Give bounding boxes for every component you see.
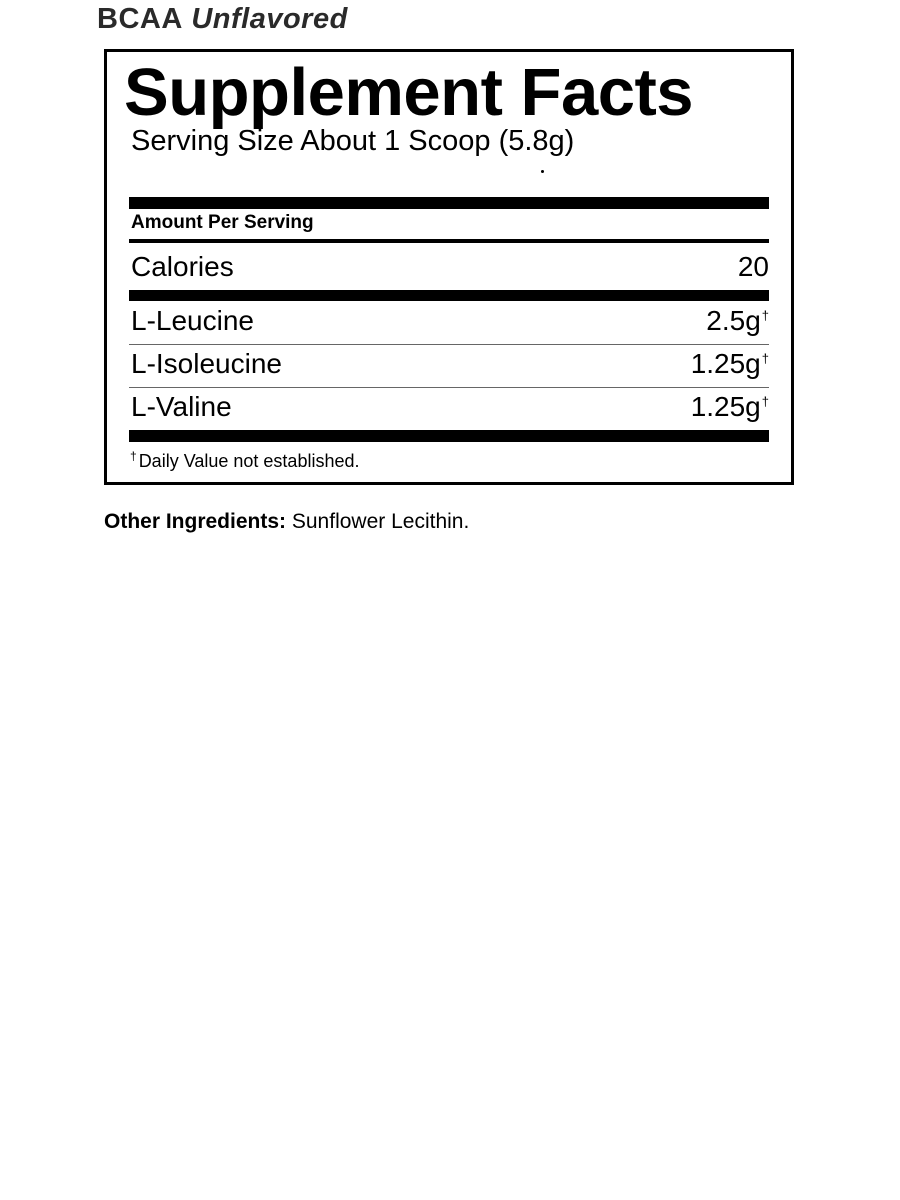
other-ingredients xyxy=(104,510,469,534)
nutrient-value: 2.5g xyxy=(706,305,761,336)
nutrient-label: L-Leucine xyxy=(131,305,254,336)
product-header xyxy=(97,3,348,36)
divider-thin xyxy=(129,387,769,388)
other-ingredients-label: Other Ingredients: xyxy=(104,510,287,533)
nutrient-amount xyxy=(691,348,769,380)
divider-thick xyxy=(129,290,769,301)
nutrient-row-valine xyxy=(131,391,769,431)
stray-dot xyxy=(541,170,544,173)
divider-thin xyxy=(129,344,769,345)
nutrient-row-isoleucine xyxy=(131,348,769,388)
footnote-mark: † xyxy=(130,449,137,463)
serving-size: Serving Size About 1 Scoop (5.8g) xyxy=(131,125,575,157)
other-ingredients-value: Sunflower Lecithin. xyxy=(291,510,470,533)
supplement-facts-panel xyxy=(104,49,794,485)
calories-value: 20 xyxy=(737,251,769,282)
nutrient-label: L-Isoleucine xyxy=(131,348,282,379)
divider-medium xyxy=(129,239,769,243)
nutrient-value: 1.25g xyxy=(690,348,761,379)
nutrient-amount xyxy=(706,305,769,337)
nutrient-amount xyxy=(691,391,769,423)
dagger-mark: † xyxy=(761,393,769,409)
calories-label: Calories xyxy=(131,251,234,282)
product-flavor: Unflavored xyxy=(191,3,348,35)
dagger-mark: † xyxy=(761,350,769,366)
footnote-text: Daily Value not established. xyxy=(138,451,360,471)
nutrient-row-leucine xyxy=(131,305,769,345)
footnote xyxy=(129,449,360,472)
dagger-mark: † xyxy=(761,307,769,323)
divider-thick xyxy=(129,197,769,209)
product-name: BCAA xyxy=(97,3,183,35)
calories-row xyxy=(131,251,769,291)
nutrient-value: 1.25g xyxy=(690,391,761,422)
nutrient-label: L-Valine xyxy=(131,391,232,422)
facts-title: Supplement Facts xyxy=(124,55,694,130)
divider-thick xyxy=(129,430,769,442)
amount-per-serving-label: Amount Per Serving xyxy=(131,212,314,233)
